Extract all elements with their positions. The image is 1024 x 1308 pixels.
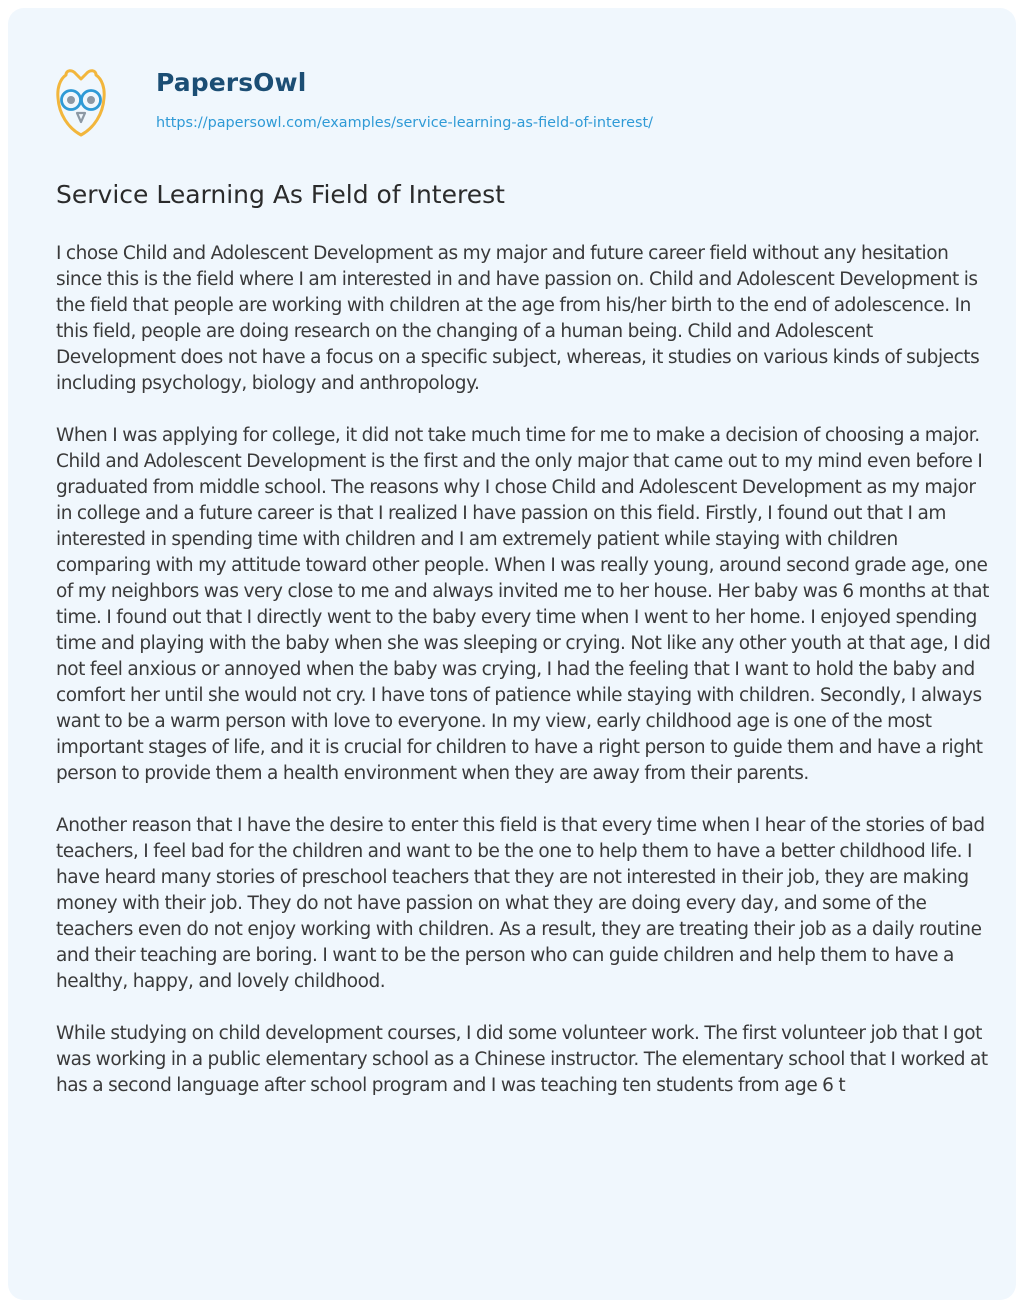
owl-logo-icon bbox=[56, 66, 106, 138]
paragraph: When I was applying for college, it did not take much time for me to make a decision of choosing a major. Child and Adolescent Development is the first and the only major that came out to my mind even before I graduated from middle school. The reasons why I chose Child and Adolescent Development as my major in college and a future career is that I realized I have passion on this field. Firstly, I found out that I am interested in spending time with children and I am extremely patient while staying with children comparing with my attitude toward other people. When I was really young, around second grade age, one of my neighbors was very close to me and always invited me to her house. Her baby was 6 months at that time. I found out that I directly went to the baby every time when I went to her home. I enjoyed spending time and playing with the baby when she was sleeping or crying. Not like any other youth at that age, I did not feel anxious or annoyed when the baby was crying, I had the feeling that I want to hold the baby and comfort her until she would not cry. I have tons of patience while staying with children. Secondly, I always want to be a warm person with love to everyone. In my view, early childhood age is one of the most important stages of life, and it is crucial for children to have a right person to guide them and have a right person to provide them a health environment when they are away from their parents. bbox=[56, 425, 991, 784]
paragraph: Another reason that I have the desire to enter this field is that every time when I hear of the stories of bad teachers, I feel bad for the children and want to be the one to help them to have a better childhood life. I have heard many stories of preschool teachers that they are not interested in their job, they are making money with their job. They do not have passion on what they are doing every day, and some of the teachers even do not enjoy working with children. As a result, they are treating their job as a daily routine and their teaching are boring. I want to be the person who can guide children and help them to have a healthy, happy, and lovely childhood. bbox=[56, 815, 985, 992]
article-body bbox=[56, 241, 996, 1125]
article-title: Service Learning As Field of Interest bbox=[56, 180, 505, 209]
document-card bbox=[8, 8, 1016, 1300]
paragraph: While studying on child development courses, I did some volunteer work. The first volunteer job that I got was working in a public elementary school as a Chinese instructor. The elementary school that I worked at has a second language after school program and I was teaching ten students from age 6 t bbox=[56, 1023, 988, 1096]
source-url-link[interactable]: https://papersowl.com/examples/service-learning-as-field-of-interest/ bbox=[156, 115, 653, 131]
brand-name: PapersOwl bbox=[156, 68, 307, 97]
paragraph: I chose Child and Adolescent Development as my major and future career field without any hesitation since this is the field where I am interested in and have passion on. Child and Adolescent Development is the field that people are working with children at the age from his/her birth to the end of adolescence. In this field, people are doing research on the changing of a human being. Child and Adolescent Development does not have a focus on a specific subject, whereas, it studies on various kinds of subjects including psychology, biology and anthropology. bbox=[56, 243, 980, 394]
